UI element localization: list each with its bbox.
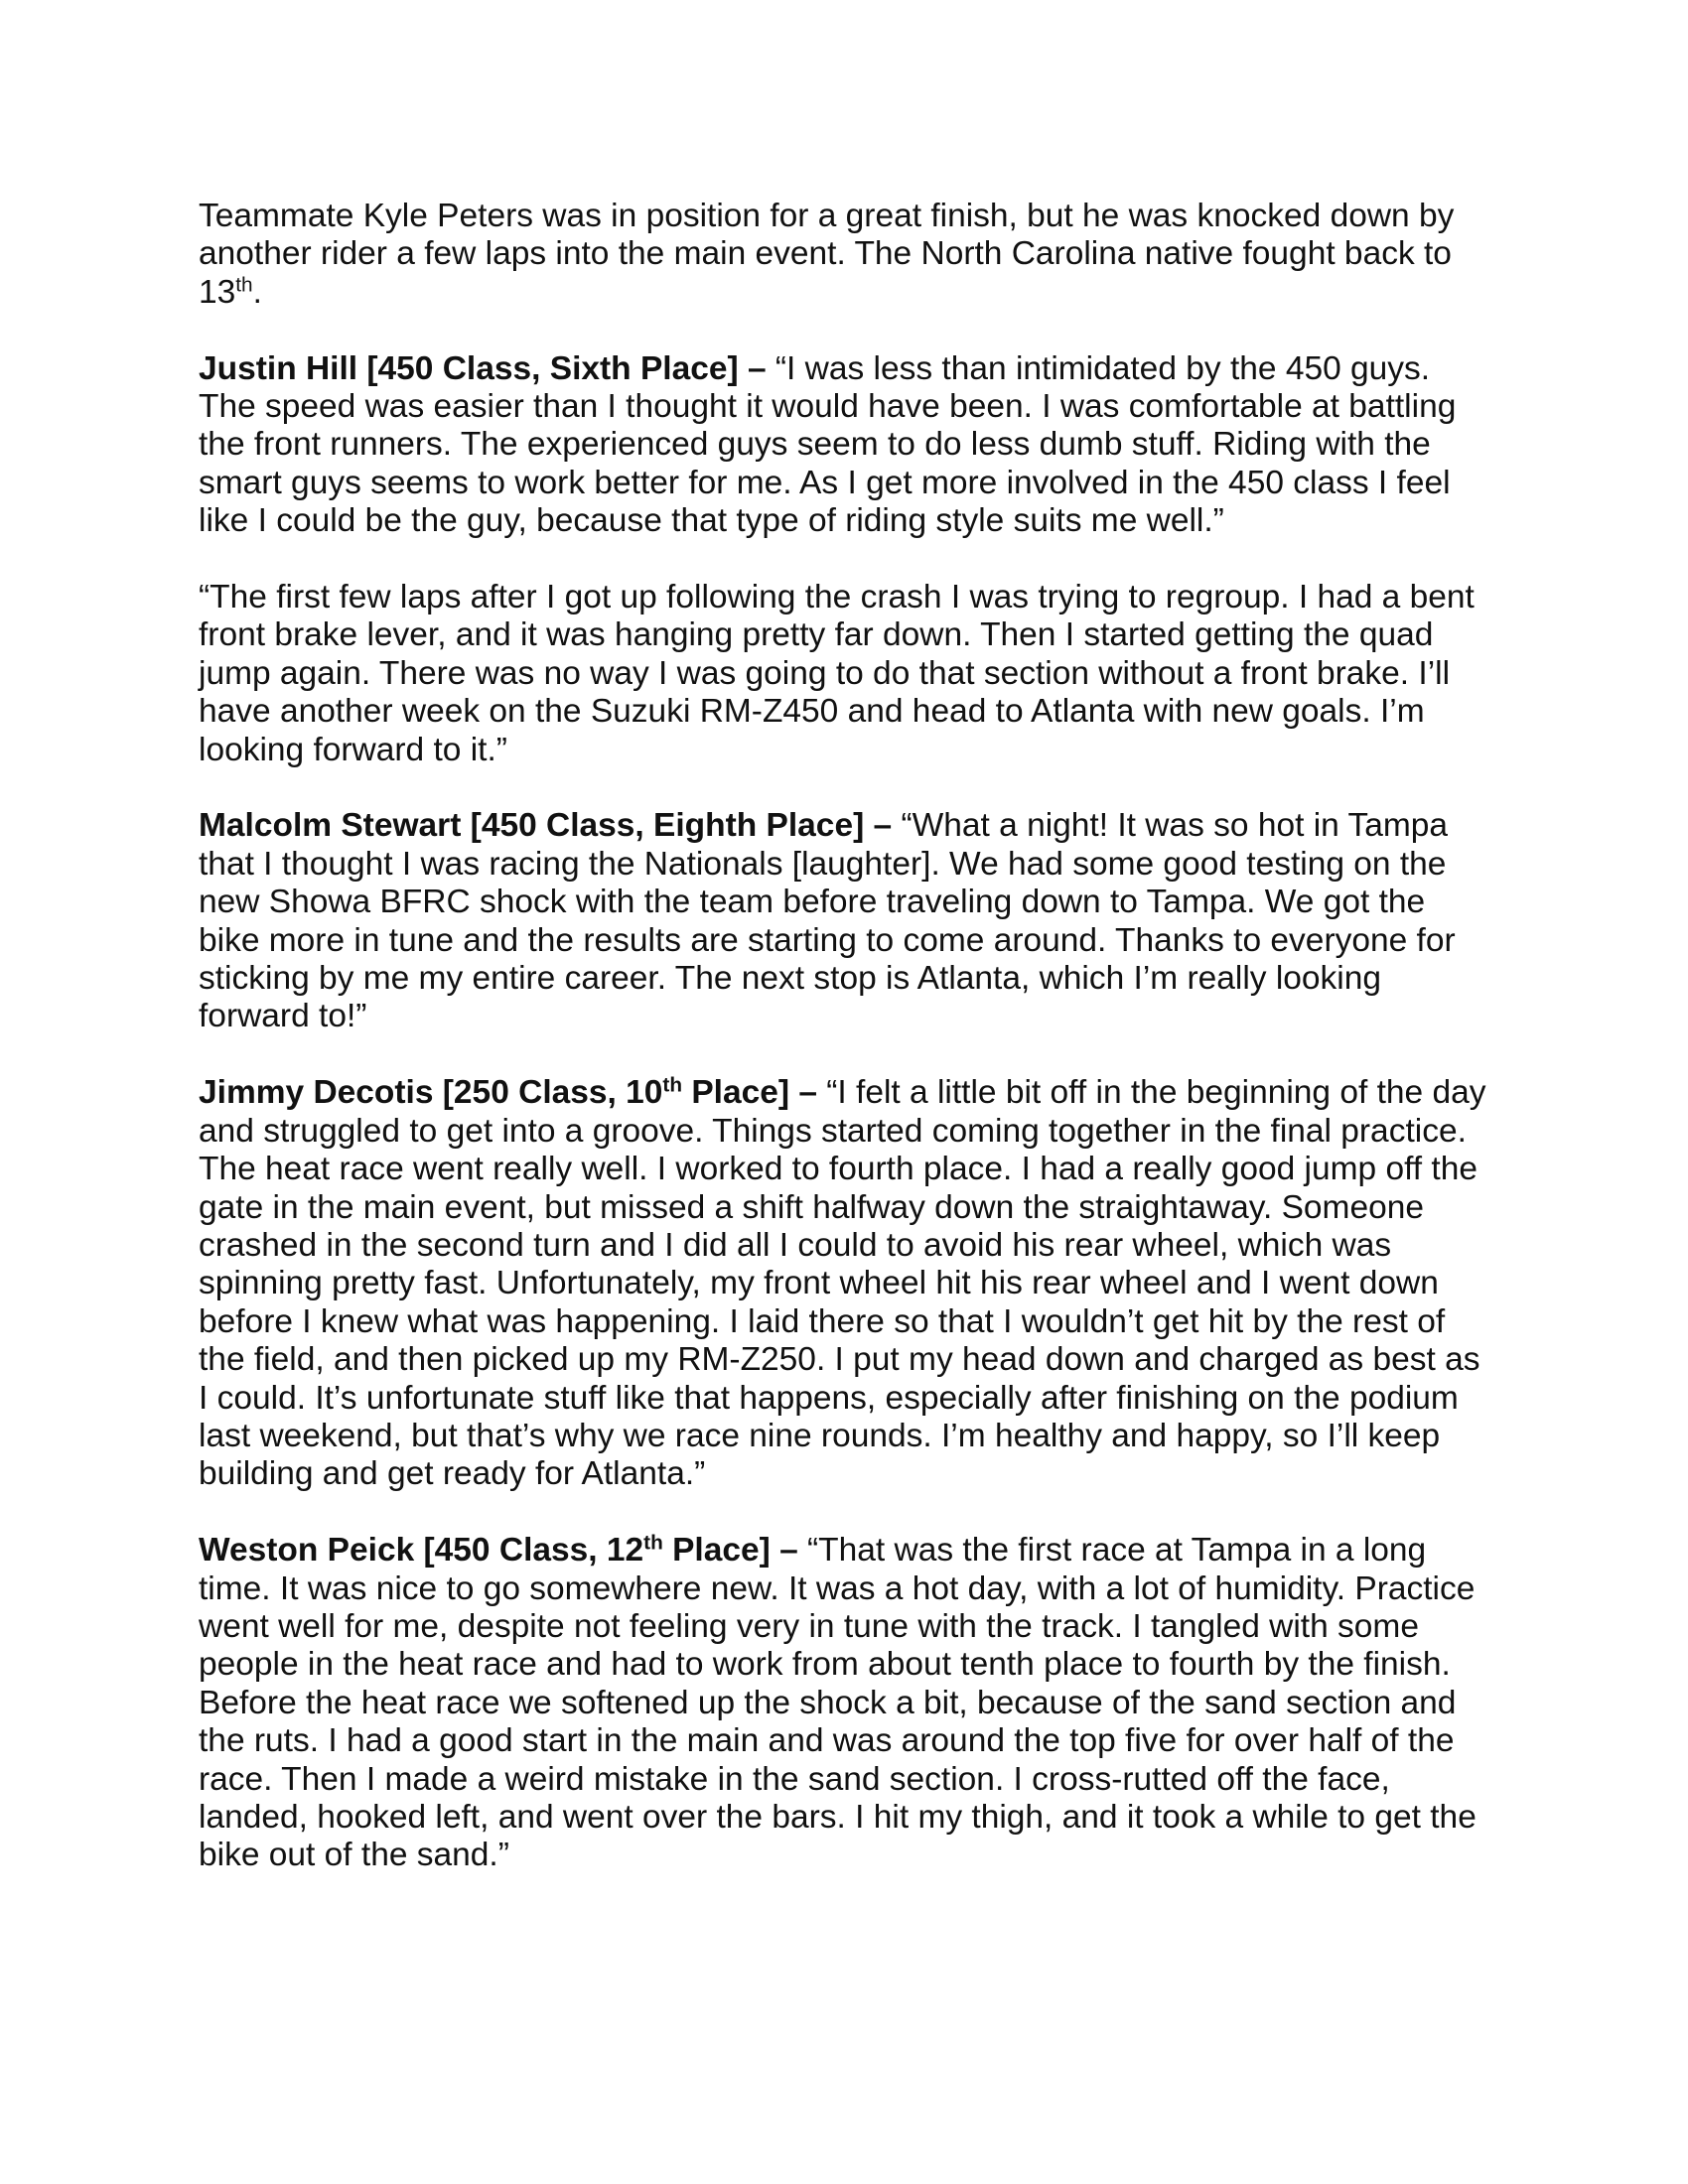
- text-line: landed, hooked left, and went over the bars. I hit my thigh, and it took a while to get the: [199, 1798, 1477, 1836]
- text-line: crashed in the second turn and I did all I could to avoid his rear wheel, which was: [199, 1226, 1392, 1264]
- speaker-name-text: Place] –: [662, 1532, 798, 1570]
- speaker-name-text: Weston Peick [450 Class, 12: [199, 1532, 644, 1570]
- text-line: front brake lever, and it was hanging pretty far down. Then I started getting the quad: [199, 616, 1434, 654]
- speaker-name: [199, 1074, 817, 1111]
- paragraph-weston-peick: [199, 1532, 1489, 1875]
- text-line: building and get ready for Atlanta.”: [199, 1455, 706, 1493]
- speaker-name: [199, 1532, 798, 1569]
- text-line: race. Then I made a weird mistake in the sand section. I cross-rutted off the face,: [199, 1760, 1390, 1798]
- text-line: [199, 1532, 1489, 1570]
- paragraph-jimmy-decotis: [199, 1074, 1489, 1493]
- text-line: spinning pretty fast. Unfortunately, my front wheel hit his rear wheel and I went down: [199, 1265, 1439, 1302]
- ordinal-suffix: th: [662, 1073, 683, 1097]
- text-line: the field, and then picked up my RM-Z250. I put my head down and charged as best as: [199, 1341, 1480, 1379]
- text-line: the front runners. The experienced guys seem to do less dumb stuff. Riding with the: [199, 426, 1431, 464]
- quote-text: “I felt a little bit off in the beginning of the day: [816, 1074, 1486, 1112]
- speaker-name: Malcolm Stewart [450 Class, Eighth Place] –: [199, 807, 893, 845]
- ordinal-suffix: th: [235, 273, 253, 297]
- text-line: smart guys seems to work better for me. As I get more involved in the 450 class I feel: [199, 464, 1451, 501]
- paragraph-justin-hill: [199, 350, 1489, 541]
- text-line: forward to!”: [199, 998, 367, 1035]
- text-line: [199, 350, 1489, 388]
- text-line: [199, 1074, 1489, 1112]
- paragraph-kyle-peters: [199, 198, 1489, 312]
- text-line: and struggled to get into a groove. Things started coming together in the final practice.: [199, 1112, 1467, 1150]
- text-line: people in the heat race and had to work from about tenth place to fourth by the finish.: [199, 1646, 1451, 1684]
- text-line: Before the heat race we softened up the shock a bit, because of the sand section and: [199, 1684, 1457, 1721]
- ordinal-number: 13: [199, 273, 236, 311]
- sentence-end: .: [252, 273, 262, 311]
- text-line: jump again. There was no way I was going to do that section without a front brake. I’ll: [199, 654, 1451, 692]
- text-line: “The first few laps after I got up following the crash I was trying to regroup. I had a bent: [199, 579, 1475, 616]
- ordinal-suffix: th: [643, 1531, 663, 1555]
- text-line: Teammate Kyle Peters was in position for a great finish, but he was knocked down by: [199, 198, 1455, 234]
- speaker-name-text: Jimmy Decotis [250 Class, 10: [199, 1074, 663, 1112]
- text-line: new Showa BFRC shock with the team before traveling down to Tampa. We got the: [199, 884, 1426, 921]
- text-line: I could. It’s unfortunate stuff like that happens, especially after finishing on the podium: [199, 1379, 1459, 1417]
- document-page: [199, 198, 1489, 1913]
- speaker-name: Justin Hill [450 Class, Sixth Place] –: [199, 349, 767, 387]
- text-line: before I knew what was happening. I laid there so that I wouldn’t get hit by the rest of: [199, 1302, 1446, 1340]
- quote-text: “That was the first race at Tampa in a long: [797, 1532, 1427, 1570]
- text-line: went well for me, despite not feeling very in tune with the track. I tangled with some: [199, 1607, 1419, 1645]
- text-line: bike more in tune and the results are starting to come around. Thanks to everyone for: [199, 921, 1456, 959]
- text-line: that I thought I was racing the Nationals [laughter]. We had some good testing on the: [199, 845, 1447, 883]
- paragraph-malcolm-stewart: [199, 807, 1489, 1035]
- text-line: the ruts. I had a good start in the main and was around the top five for over half of the: [199, 1722, 1455, 1760]
- text-line: time. It was nice to go somewhere new. It was a hot day, with a lot of humidity. Practice: [199, 1570, 1476, 1607]
- text-line: sticking by me my entire career. The next stop is Atlanta, which I’m really looking: [199, 960, 1382, 998]
- text-line: [199, 807, 1489, 845]
- text-line: last weekend, but that’s why we race nine rounds. I’m healthy and happy, so I’ll keep: [199, 1417, 1441, 1454]
- text-line: bike out of the sand.”: [199, 1837, 509, 1874]
- text-line: The heat race went really well. I worked to fourth place. I had a really good jump off the: [199, 1151, 1477, 1188]
- quote-text: “What a night! It was so hot in Tampa: [892, 807, 1449, 845]
- text-line: another rider a few laps into the main event. The North Carolina native fought back to: [199, 235, 1452, 273]
- text-line: The speed was easier than I thought it would have been. I was comfortable at battling: [199, 388, 1457, 426]
- text-line: looking forward to it.”: [199, 731, 507, 768]
- text-line: have another week on the Suzuki RM-Z450 and head to Atlanta with new goals. I’m: [199, 693, 1425, 731]
- paragraph-justin-hill-continued: [199, 579, 1489, 769]
- text-line: gate in the main event, but missed a shift halfway down the straightaway. Someone: [199, 1188, 1424, 1226]
- text-line: like I could be the guy, because that type of riding style suits me well.”: [199, 502, 1224, 540]
- quote-text: “I was less than intimidated by the 450 guys.: [766, 349, 1431, 387]
- text-line: [199, 274, 1489, 312]
- speaker-name-text: Place] –: [682, 1074, 817, 1112]
